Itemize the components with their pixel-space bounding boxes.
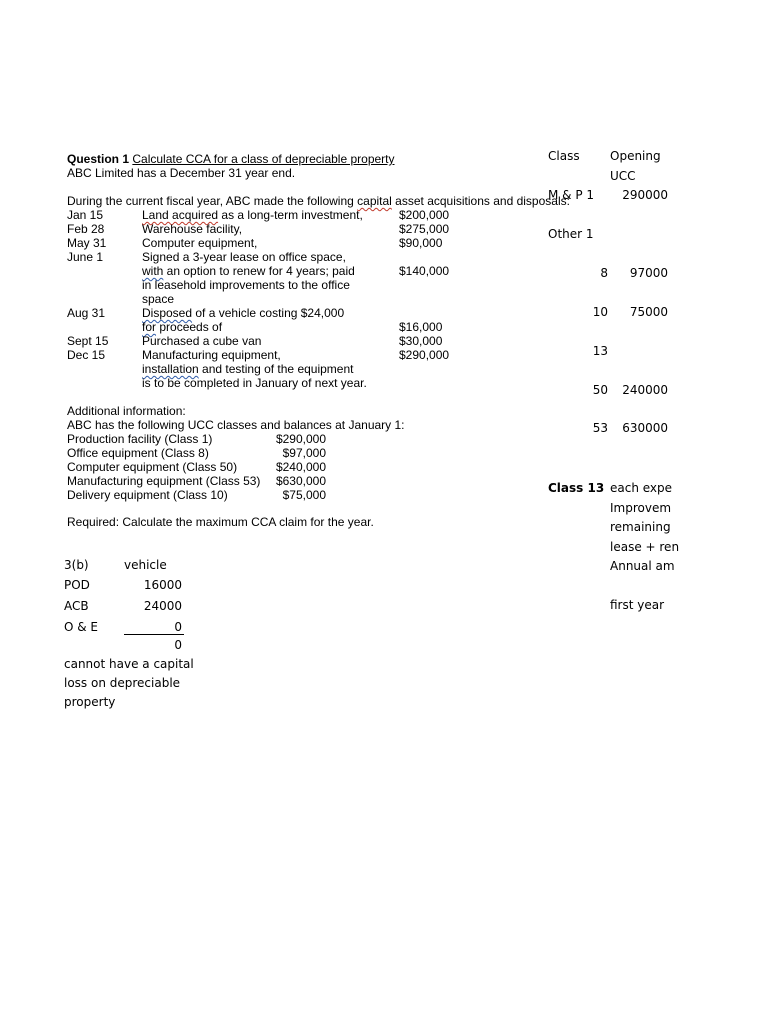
flagged-word: capital <box>357 194 392 208</box>
transaction-amount: $16,000 <box>399 320 443 334</box>
calc-result: 0 <box>174 638 182 652</box>
transaction-description <box>142 334 261 348</box>
transaction-date: Jan 15 <box>67 208 104 222</box>
calc-row-label: ACB <box>64 599 89 613</box>
required-text: Required: Calculate the maximum CCA claim for the year. <box>67 515 374 529</box>
description-text: Warehouse facility, <box>142 222 243 236</box>
class13-note-line: Improvem <box>610 500 672 515</box>
flagged-word: for <box>142 320 157 334</box>
description-text: proceeds of <box>156 320 223 334</box>
transaction-date: Sept 15 <box>67 334 109 348</box>
ucc-class-label: Computer equipment (Class 50) <box>67 460 238 474</box>
ucc-class-amount: $630,000 <box>275 474 326 488</box>
transaction-description <box>142 278 350 292</box>
question-title <box>67 152 395 166</box>
ucc-row-class: 10 <box>592 305 608 319</box>
calc-note-line: cannot have a capital <box>64 657 194 671</box>
description-text: Manufacturing equipment, <box>142 348 281 362</box>
calc-row-value: 24000 <box>143 599 182 613</box>
ucc-class-label: Delivery equipment (Class 10) <box>67 488 228 502</box>
sum-rule <box>124 634 184 635</box>
flagged-word: with <box>142 264 164 278</box>
ucc-row-class: 53 <box>592 421 608 435</box>
description-text: as a long-term investment, <box>218 208 363 222</box>
ucc-class-label: Office equipment (Class 8) <box>67 446 209 460</box>
class13-note-line: lease + ren <box>610 539 680 554</box>
description-text: in leasehold improvements to the office <box>142 278 350 292</box>
flagged-word: installation <box>142 362 199 376</box>
question-topic: Calculate CCA for a class of depreciable property <box>132 152 395 166</box>
transaction-amount: $200,000 <box>399 208 450 222</box>
ucc-class-amount: $290,000 <box>275 432 326 446</box>
transaction-date: May 31 <box>67 236 107 250</box>
additional-heading: Additional information: <box>67 404 186 418</box>
calc-row-value: 0 <box>174 620 182 634</box>
description-text: an option to renew for 4 years; paid <box>163 264 355 278</box>
description-text: space <box>142 292 175 306</box>
transaction-amount: $90,000 <box>399 236 443 250</box>
transaction-amount: $290,000 <box>399 348 450 362</box>
transaction-description <box>142 222 242 236</box>
ucc-row-class: 8 <box>600 266 608 280</box>
class13-note-line: first year <box>610 598 665 612</box>
calc-row-label: POD <box>64 578 90 592</box>
transaction-description <box>142 362 353 376</box>
transaction-description <box>142 376 367 390</box>
description-text: Signed a 3-year lease on office space, <box>142 250 346 264</box>
description-text: and testing of the equipment <box>198 362 354 376</box>
ucc-row-class: 50 <box>592 383 608 397</box>
header-ucc: UCC <box>610 169 636 183</box>
calc-row-label: O & E <box>64 620 99 634</box>
calc-note-line: property <box>64 695 116 709</box>
ucc-class-amount: $97,000 <box>282 446 326 460</box>
ucc-class-label: Manufacturing equipment (Class 53) <box>67 474 261 488</box>
header-opening: Opening <box>610 149 661 163</box>
ucc-row-class: 13 <box>592 344 608 358</box>
ucc-class-amount: $75,000 <box>282 488 326 502</box>
transaction-description <box>142 320 222 334</box>
flagged-word: Land acquired <box>142 208 219 222</box>
calc-row-value: 16000 <box>143 578 182 592</box>
calc-label: 3(b) <box>64 558 89 572</box>
transaction-description <box>142 306 344 320</box>
transaction-description <box>142 292 174 306</box>
ucc-intro: ABC has the following UCC classes and balances at January 1: <box>67 418 405 432</box>
description-text: is to be completed in January of next year. <box>142 376 367 390</box>
header-class: Class <box>548 149 580 163</box>
ucc-row-value: 75000 <box>629 305 668 319</box>
description-text: Purchased a cube van <box>142 334 262 348</box>
calc-note-line: loss on depreciable <box>64 676 181 690</box>
transaction-description <box>142 348 281 362</box>
transaction-description <box>142 264 355 278</box>
year-end-text: ABC Limited has a December 31 year end. <box>67 166 296 180</box>
transaction-description <box>142 250 346 264</box>
ucc-class-label: Production facility (Class 1) <box>67 432 213 446</box>
ucc-row-value: 630000 <box>622 421 668 435</box>
class13-label: Class 13 <box>548 481 605 495</box>
ucc-row-value: 290000 <box>622 188 668 202</box>
transaction-amount: $275,000 <box>399 222 450 236</box>
flagged-word: Disposed <box>142 306 193 320</box>
intro-text: During the current fiscal year, ABC made the following capital asset acquisitions and disposals: <box>67 194 570 208</box>
class13-note-line: remaining <box>610 520 671 534</box>
transaction-amount: $140,000 <box>399 264 450 278</box>
ucc-class-amount: $240,000 <box>275 460 326 474</box>
ucc-row-class: Other 1 <box>548 227 594 241</box>
ucc-row-class: M & P 1 <box>548 188 595 202</box>
class13-note-line: Annual am <box>610 559 675 573</box>
calc-column-header: vehicle <box>124 558 167 572</box>
transaction-date: Aug 31 <box>67 306 106 320</box>
ucc-row-value: 240000 <box>622 383 668 397</box>
description-text: Computer equipment, <box>142 236 258 250</box>
transaction-date: June 1 <box>67 250 104 264</box>
ucc-row-value: 97000 <box>629 266 668 280</box>
question-number: Question 1 <box>67 152 130 166</box>
transaction-date: Feb 28 <box>67 222 105 236</box>
class13-note-line: each expe <box>610 481 673 495</box>
transaction-description <box>142 208 363 222</box>
transaction-amount: $30,000 <box>399 334 443 348</box>
description-text: of a vehicle costing $24,000 <box>192 306 345 320</box>
transaction-date: Dec 15 <box>67 348 106 362</box>
transaction-description <box>142 236 257 250</box>
